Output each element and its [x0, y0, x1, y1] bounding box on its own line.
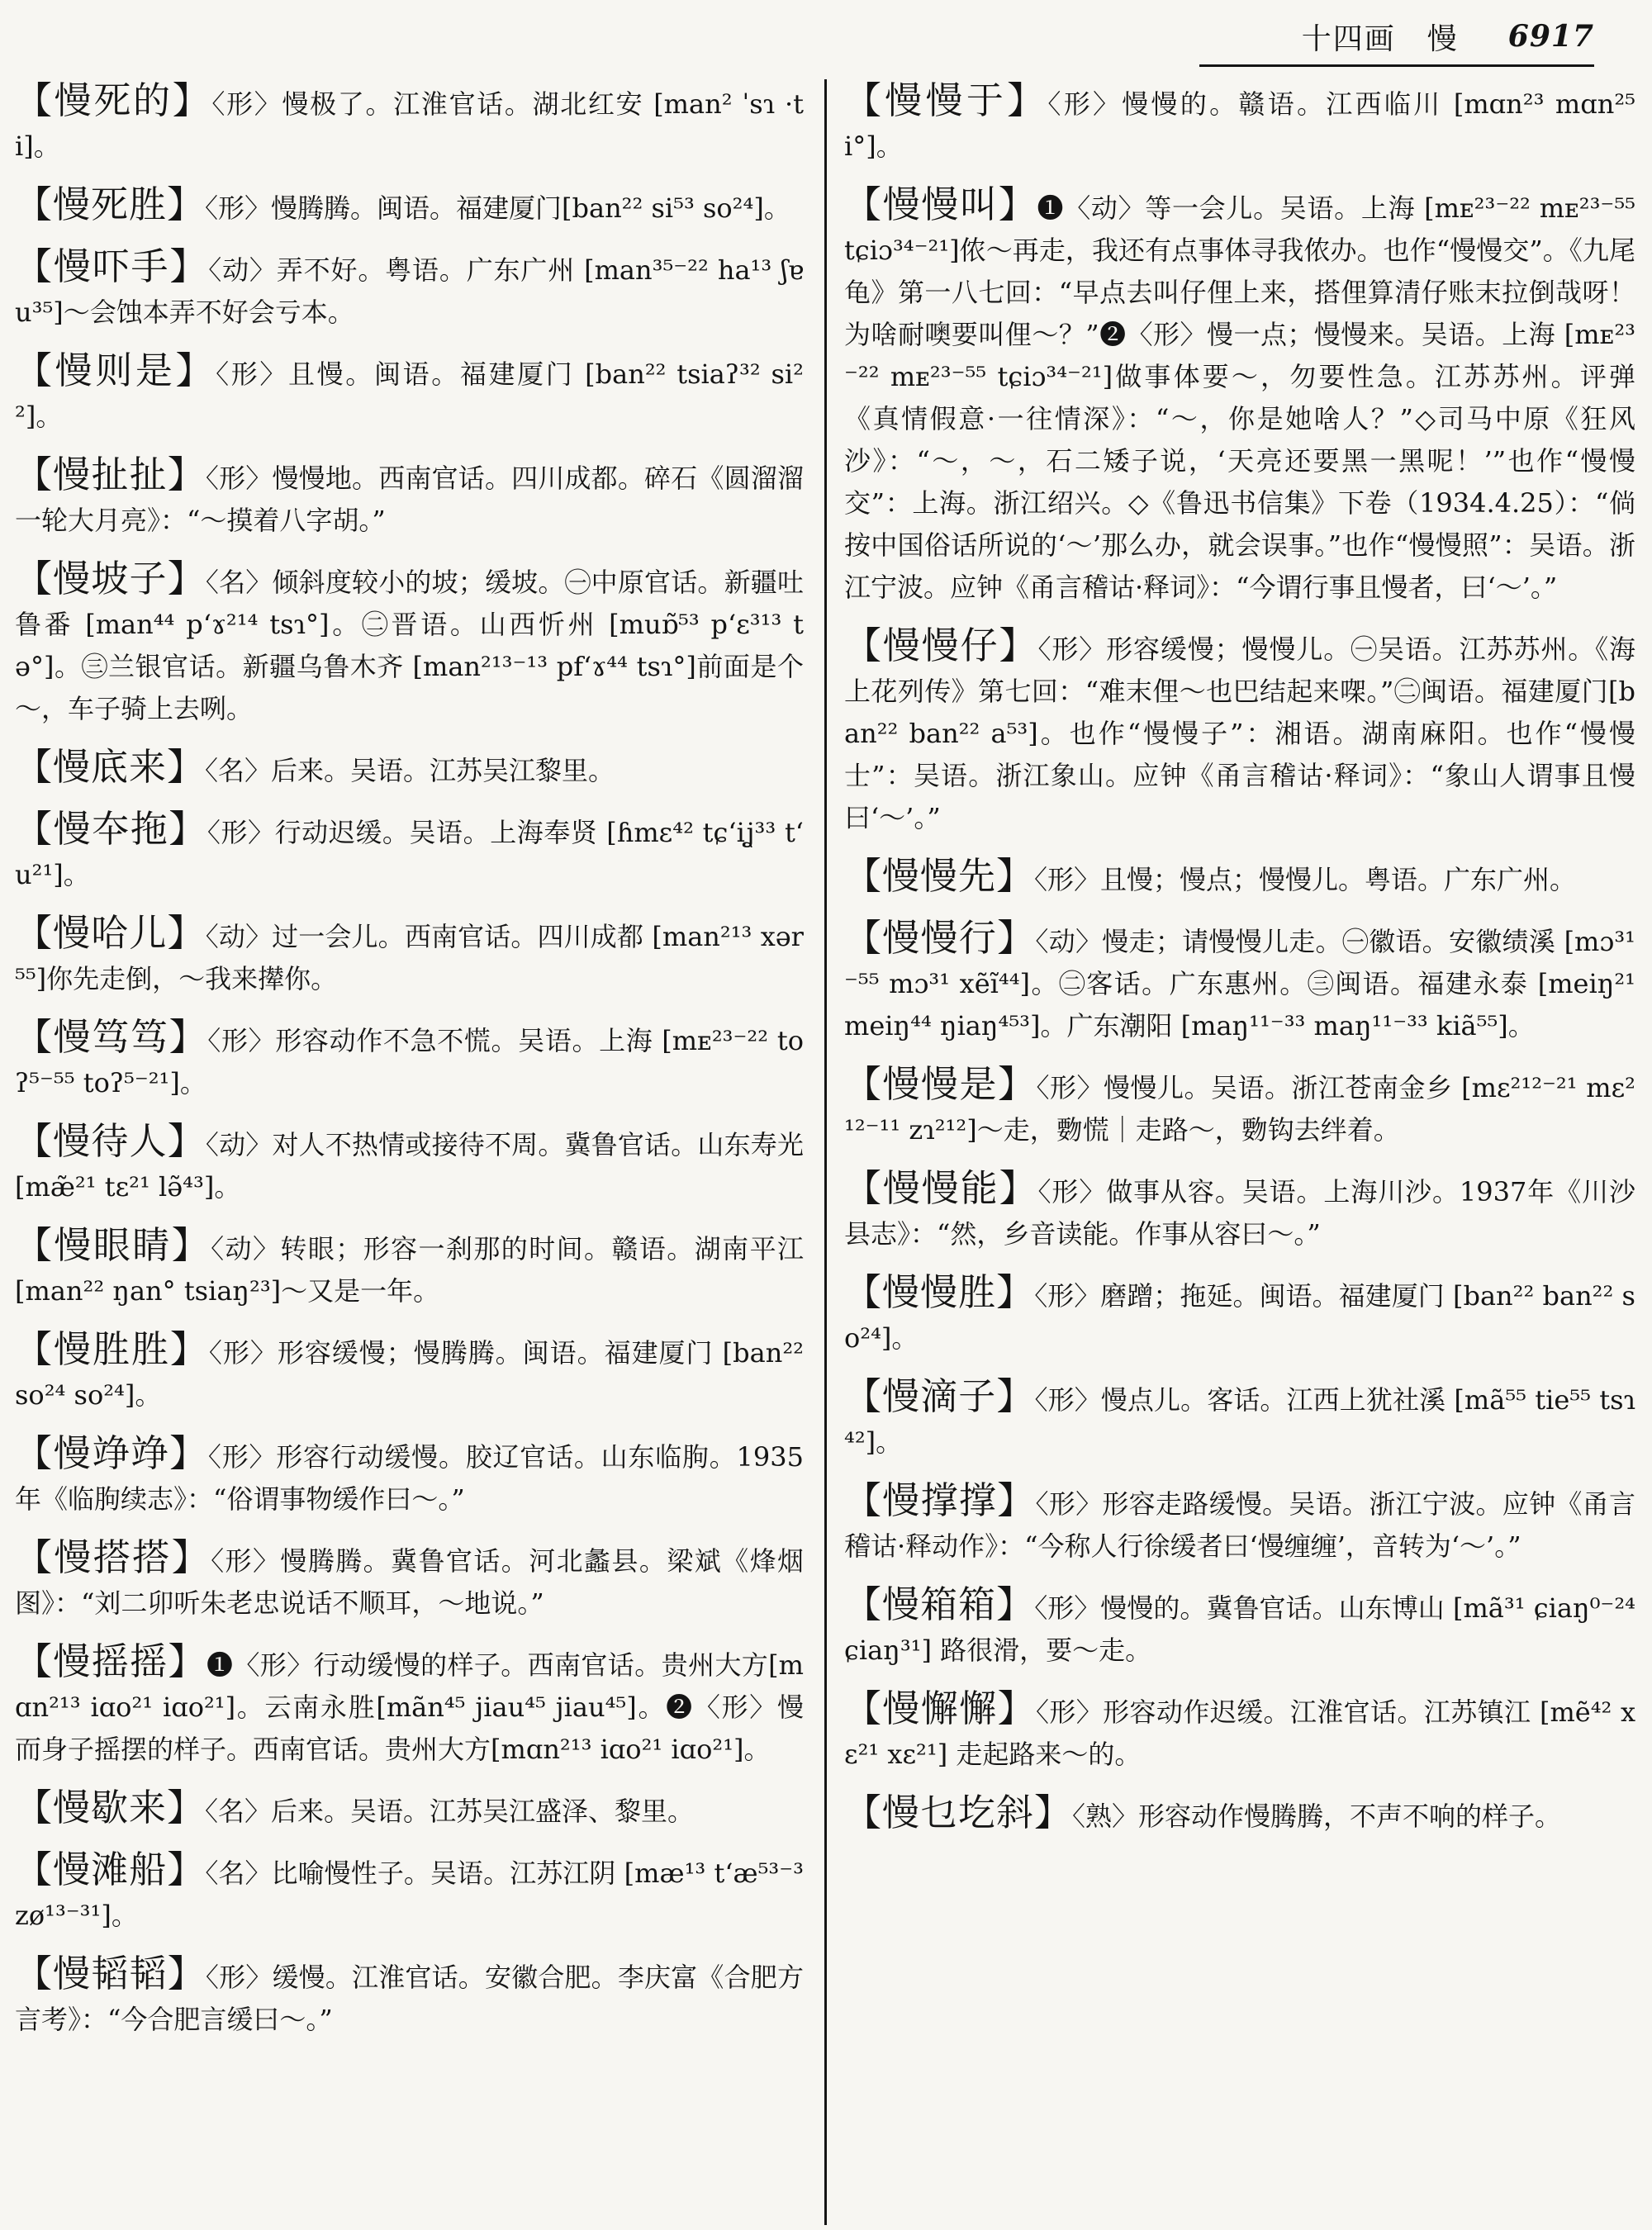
entry-definition: 〈形〉慢慢的。冀鲁官话。山东博山 [mã³¹ ɕiaŋ⁰⁻²⁴ ɕiaŋ³¹] 路很滑，要～走。	[844, 1592, 1635, 1666]
entry-headword: 【慢摇摇】	[15, 1639, 206, 1683]
entry-definition: 〈名〉后来。吴语。江苏吴江盛泽、黎里。	[205, 1796, 695, 1827]
entry-headword: 【慢慢先】	[844, 854, 1035, 898]
entry-headword: 【慢笃笃】	[15, 1015, 208, 1059]
entry-definition: 〈形〉缓慢。江淮官话。安徽合肥。李庆富《合肥方言考》：“今合肥言缓曰～。”	[15, 1962, 804, 2035]
dictionary-entry	[15, 1786, 804, 1833]
entry-headword: 【慢懈懈】	[844, 1687, 1036, 1730]
entry-definition: 〈名〉后来。吴语。江苏吴江黎里。	[205, 755, 615, 786]
entry-headword: 【慢慢是】	[844, 1062, 1037, 1106]
entry-headword: 【慢撑撑】	[844, 1478, 1036, 1522]
entry-headword: 【慢底来】	[15, 745, 206, 789]
entry-headword: 【慢搭搭】	[15, 1535, 211, 1579]
dictionary-entry	[844, 1791, 1635, 1838]
dictionary-entry	[15, 1432, 804, 1521]
entry-definition: 〈名〉倾斜度较小的坡；缓坡。㊀中原官话。新疆吐鲁番 [man⁴⁴ pʻɤ²¹⁴ tsɿ°]。㊁晋语。山西忻州 [muɒ̃⁵³ pʻɛ³¹³ tə°]。㊂兰银官话。新疆乌鲁木齐 [man²¹³⁻¹³ pfʻɤ⁴⁴ tsɿ°]前面是个～，车子骑上去咧。	[15, 567, 804, 724]
entry-headword: 【慢死的】	[15, 78, 212, 122]
entry-headword: 【慢滩船】	[15, 1848, 206, 1891]
page-header	[1173, 12, 1594, 61]
dictionary-entry	[15, 1536, 804, 1625]
dictionary-entry	[15, 1640, 804, 1771]
entry-definition: 〈形〉形容动作不急不慌。吴语。上海 [mᴇ²³⁻²² toʔ⁵⁻⁵⁵ toʔ⁵⁻²¹]。	[15, 1025, 804, 1098]
entry-definition: 〈形〉慢点儿。客话。江西上犹社溪 [mã⁵⁵ tie⁵⁵ tsɿ⁴²]。	[844, 1384, 1635, 1458]
entry-headword: 【慢乜圪斜】	[844, 1791, 1073, 1834]
entry-definition: 〈形〉形容走路缓慢。吴语。浙江宁波。应钟《甬言稽诂·释动作》：“今称人行徐缓者曰‘慢缠缠’，音转为‘～’。”	[844, 1488, 1635, 1562]
entry-definition: 〈动〉对人不热情或接待不周。冀鲁官话。山东寿光[mæ̃²¹ tɛ²¹ lə̃⁴³]。	[15, 1129, 804, 1203]
entry-headword: 【慢竫竫】	[15, 1431, 208, 1475]
entry-definition: 〈形〉慢腾腾。闽语。福建厦门[ban²² si⁵³ so²⁴]。	[205, 192, 790, 224]
dictionary-entry	[844, 1583, 1635, 1672]
entry-definition: 〈形〉形容缓慢；慢慢儿。㊀吴语。江苏苏州。《海上花列传》第七回：“难末俚～也巴结起来㗎。”㊁闽语。福建厦门[ban²² ban²² a⁵³]。也作“慢慢子”：湘语。湖南麻阳。也作“慢慢士”：吴语。浙江象山。应钟《甬言稽诂·释词》：“象山人谓事且慢曰‘～’。”	[844, 633, 1635, 833]
entry-headword: 【慢扯扯】	[15, 453, 206, 496]
entry-headword: 【慢慢于】	[844, 78, 1048, 122]
dictionary-entry	[15, 912, 804, 1000]
entry-headword: 【慢吓手】	[15, 244, 209, 288]
dictionary-entry	[15, 1328, 804, 1416]
entry-headword: 【慢箱箱】	[844, 1582, 1035, 1626]
entry-definition: 〈形〉慢慢地。西南官话。四川成都。碎石《圆溜溜一轮大月亮》：“～摸着八字胡。”	[15, 463, 804, 536]
dictionary-entry	[15, 1120, 804, 1208]
entry-definition: 〈形〉形容行动缓慢。胶辽官话。山东临朐。1935年《临朐续志》：“俗谓事物缓作曰～。”	[15, 1441, 804, 1515]
entry-definition: 〈动〉慢走；请慢慢儿走。㊀徽语。安徽绩溪 [mɔ³¹⁻⁵⁵ mɔ³¹ xẽĩ⁴⁴]。㊁客话。广东惠州。㊂闽语。福建永泰 [meiŋ²¹ meiŋ⁴⁴ ŋiaŋ⁴⁵³]。广东潮阳 [maŋ¹¹⁻³³ maŋ¹¹⁻³³ kiã⁵⁵]。	[844, 926, 1635, 1041]
left-column	[15, 79, 804, 2057]
dictionary-entry	[15, 1952, 804, 2041]
entry-headword: 【慢慢胜】	[844, 1270, 1035, 1314]
entry-headword: 【慢滴子】	[844, 1374, 1035, 1418]
dictionary-entry	[844, 855, 1635, 901]
dictionary-entry	[844, 1063, 1635, 1151]
dictionary-entry	[15, 245, 804, 334]
dictionary-entry	[844, 624, 1635, 839]
dictionary-entry	[15, 808, 804, 896]
entry-headword: 【慢胜胜】	[15, 1327, 209, 1371]
entry-definition: 〈熟〉形容动作慢腾腾，不声不响的样子。	[1072, 1801, 1562, 1832]
entry-headword: 【慢死胜】	[15, 183, 206, 226]
entry-definition: 〈形〉形容动作迟缓。江淮官话。江苏镇江 [mẽ⁴² xɛ²¹ xɛ²¹] 走起路来～的。	[844, 1696, 1635, 1770]
entry-definition: 〈形〉且慢；慢点；慢慢儿。粤语。广东广州。	[1034, 864, 1577, 895]
entry-definition: 〈形〉做事从容。吴语。上海川沙。1937年《川沙县志》：“然，乡音读能。作事从容曰～。”	[844, 1176, 1635, 1250]
entry-headword: 【慢哈儿】	[15, 911, 206, 955]
entry-headword: 【慢坡子】	[15, 557, 206, 600]
entry-definition: 〈形〉形容缓慢；慢腾腾。闽语。福建厦门 [ban²² so²⁴ so²⁴]。	[15, 1337, 804, 1411]
dictionary-entry	[15, 79, 804, 168]
entry-headword: 【慢慢行】	[844, 916, 1036, 960]
dictionary-entry	[15, 1224, 804, 1312]
dictionary-entry	[844, 1375, 1635, 1464]
entry-headword: 【慢慢叫】	[844, 183, 1037, 226]
entry-headword: 【慢歇来】	[15, 1786, 206, 1829]
entry-headword: 【慢夲拖】	[15, 807, 207, 851]
dictionary-entry	[844, 1687, 1635, 1776]
entry-headword: 【慢待人】	[15, 1119, 206, 1163]
dictionary-entry	[15, 453, 804, 542]
dictionary-entry	[844, 79, 1635, 168]
dictionary-entry	[844, 1271, 1635, 1359]
dictionary-entry	[15, 746, 804, 792]
entry-definition: 〈动〉弄不好。粤语。广东广州 [man³⁵⁻²² ha¹³ ʃɐu³⁵]～会蚀本弄不好会亏本。	[15, 254, 804, 328]
entry-definition: 〈形〉且慢。闽语。福建厦门 [ban²² tsiaʔ³² si²²]。	[15, 358, 804, 432]
entry-definition: ❶〈形〉行动缓慢的样子。西南官话。贵州大方[mɑn²¹³ iɑo²¹ iɑo²¹]。云南永胜[mãn⁴⁵ jiau⁴⁵ jiau⁴⁵]。❷〈形〉慢而身子摇摆的样子。西南官话。贵州大方[mɑn²¹³ iɑo²¹ iɑo²¹]。	[15, 1649, 804, 1765]
dictionary-entry	[15, 349, 804, 438]
entry-definition: 〈形〉行动迟缓。吴语。上海奉贤 [ɦmɛ⁴² tɕʻiʝ³³ tʻu²¹]。	[15, 817, 804, 890]
entry-headword: 【慢则是】	[15, 349, 216, 392]
entry-definition: 〈动〉转眼；形容一刹那的时间。赣语。湖南平江[man²² ŋan° tsiaŋ²³]～又是一年。	[15, 1233, 804, 1307]
dictionary-entry	[15, 558, 804, 730]
dictionary-entry	[844, 1167, 1635, 1255]
entry-definition: 〈形〉慢慢的。赣语。江西临川 [mɑn²³ mɑn²⁵ i°]。	[844, 88, 1635, 162]
column-divider	[824, 79, 827, 2225]
dictionary-entry	[15, 1848, 804, 1937]
entry-definition: 〈形〉磨蹭；拖延。闽语。福建厦门 [ban²² ban²² so²⁴]。	[844, 1280, 1635, 1354]
section-title: 十四画 慢	[1301, 21, 1459, 56]
right-column	[844, 79, 1635, 1853]
page-number: 6917	[1507, 19, 1594, 54]
entry-definition: 〈形〉慢慢儿。吴语。浙江苍南金乡 [mɛ²¹²⁻²¹ mɛ²¹²⁻¹¹ zɿ²¹²]～走，覅慌｜走路～，覅钩去绊着。	[844, 1072, 1635, 1146]
entry-headword: 【慢慢仔】	[844, 624, 1038, 667]
entry-definition: 〈形〉慢腾腾。冀鲁官话。河北蠡县。梁斌《烽烟图》：“刘二卯听朱老忠说话不顺耳，～地说。”	[15, 1545, 804, 1619]
entry-headword: 【慢慢能】	[844, 1166, 1038, 1210]
dictionary-entry	[15, 1016, 804, 1104]
entry-definition: ❶〈动〉等一会儿。吴语。上海 [mᴇ²³⁻²² mᴇ²³⁻⁵⁵ tɕiɔ³⁴⁻²¹]侬～再走，我还有点事体寻我侬办。也作“慢慢交”。《九尾龟》第一八七回：“早点去叫仔俚上来，搭俚算清仔账末拉倒哉呀！为啥耐噢要叫俚～？”❷〈形〉慢一点；慢慢来。吴语。上海 [mᴇ²³⁻²² mᴇ²³⁻⁵⁵ tɕiɔ³⁴⁻²¹]做事体要～，勿要性急。江苏苏州。评弹《真情假意·一往情深》：“～，你是她啥人？”◇司马中原《狂风沙》：“～，～，石二矮子说，‘天亮还要黑一黑呢！’”也作“慢慢交”：上海。浙江绍兴。◇《鲁迅书信集》下卷（1934.4.25）：“倘按中国俗话所说的‘～’那么办，就会误事。”也作“慢慢照”：吴语。浙江宁波。应钟《甬言稽诂·释词》：“今谓行事且慢者，曰‘～’。”	[844, 192, 1635, 603]
dictionary-entry	[844, 1479, 1635, 1568]
entry-headword: 【慢韬韬】	[15, 1952, 206, 1995]
entry-definition: 〈名〉比喻慢性子。吴语。江苏江阴 [mæ¹³ tʻæ⁵³⁻³ zø¹³⁻³¹]。	[15, 1858, 804, 1931]
entry-headword: 【慢眼睛】	[15, 1223, 211, 1267]
entry-definition: 〈形〉慢极了。江淮官话。湖北红安 [man² ˈsɿ ·ti]。	[15, 88, 804, 162]
dictionary-entry	[15, 183, 804, 230]
dictionary-entry	[844, 183, 1635, 609]
dictionary-entry	[844, 917, 1635, 1047]
entry-definition: 〈动〉过一会儿。西南官话。四川成都 [man²¹³ xər⁵⁵]你先走倒，～我来撵你。	[15, 921, 804, 994]
header-rule	[1199, 64, 1594, 67]
